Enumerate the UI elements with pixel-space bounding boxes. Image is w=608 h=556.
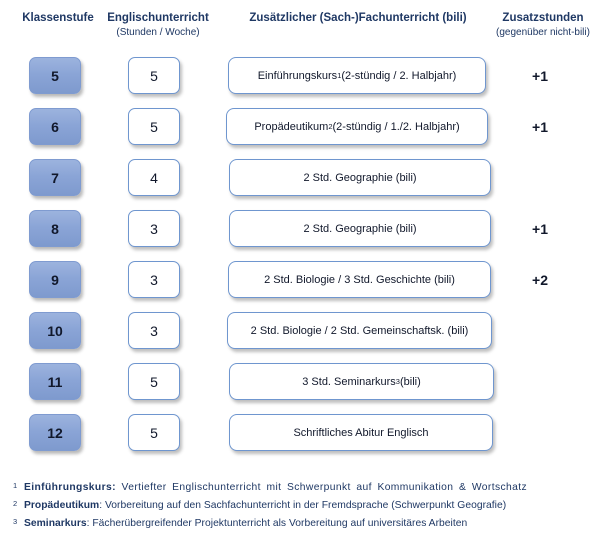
bonus-hours-value: +1	[532, 67, 548, 84]
column-header-grade-title: Klassenstufe	[22, 12, 94, 24]
column-header-english	[98, 11, 218, 40]
curriculum-row	[0, 154, 608, 205]
bonus-hours-value: +1	[532, 220, 548, 237]
subject-box: 3 Std. Seminarkurs 3 (bili)	[229, 363, 494, 400]
grade-level-chip: 10	[29, 312, 81, 349]
subject-box	[227, 312, 492, 349]
english-hours-chip: 5	[128, 57, 180, 94]
footnote-text: : Vorbereitung auf den Sachfachunterricht in der Fremdsprache (Schwerpunkt Geografie)	[99, 500, 507, 511]
footnote-term: Einführungskurs:	[24, 482, 116, 493]
column-header-grade	[4, 11, 112, 25]
english-hours-chip: 4	[128, 159, 180, 196]
curriculum-row	[0, 256, 608, 307]
subject-text-suffix: (bili)	[399, 375, 421, 388]
column-header-row	[0, 0, 608, 52]
subject-text: 2 Std. Geographie (bili)	[303, 222, 417, 235]
grade-level-chip: 7	[29, 159, 81, 196]
subject-text-suffix: (2-stündig / 2. Halbjahr)	[341, 69, 457, 82]
footnote-term: Propädeutikum	[24, 500, 100, 511]
subject-text: 2 Std. Geographie (bili)	[303, 171, 417, 184]
curriculum-row	[0, 358, 608, 409]
curriculum-row	[0, 307, 608, 358]
subject-box: Propädeutikum 2 (2-stündig / 1./2. Halbjahr)	[226, 108, 488, 145]
column-header-subject-title: Zusätzlicher (Sach-)Fachunterricht (bili)	[249, 12, 467, 24]
footnote-marker: 2	[13, 499, 18, 508]
bonus-hours-value	[498, 159, 582, 196]
curriculum-row	[0, 52, 608, 103]
subject-text: Schriftliches Abitur Englisch	[293, 426, 429, 439]
footnote	[0, 517, 608, 534]
grade-level-chip: 9	[29, 261, 81, 298]
footnotes-section	[0, 481, 608, 535]
footnote-text: : Fächerübergreifender Projektunterricht als Vorbereitung auf universitäres Arbeiten	[86, 518, 468, 529]
bonus-hours-value	[498, 414, 582, 451]
subject-text: Einführungskurs	[257, 69, 338, 82]
footnote	[0, 499, 608, 516]
subject-text-suffix: (2-stündig / 1./2. Halbjahr)	[332, 120, 460, 133]
subject-box: Einführungskurs 1 (2-stündig / 2. Halbjahr)	[228, 57, 486, 94]
grade-level-chip: 11	[29, 363, 81, 400]
footnote-term: Seminarkurs	[24, 518, 87, 529]
english-hours-chip: 5	[128, 414, 180, 451]
subject-text: Propädeutikum	[254, 120, 329, 133]
footnote-marker: 1	[13, 481, 18, 490]
grade-level-chip: 12	[29, 414, 81, 451]
bonus-hours-value	[498, 363, 582, 400]
english-hours-chip: 3	[128, 210, 180, 247]
column-header-bonus-title: Zusatzstunden	[502, 12, 584, 24]
grade-level-chip: 5	[29, 57, 81, 94]
grade-level-chip: 6	[29, 108, 81, 145]
footnote-text: Vertiefter Englischunterricht mit Schwerpunkt auf Kommunikation & Wortschatz	[115, 482, 527, 493]
footnote-marker: 3	[13, 517, 18, 526]
english-hours-chip: 3	[128, 312, 180, 349]
subject-box	[229, 159, 491, 196]
grade-level-chip: 8	[29, 210, 81, 247]
english-hours-chip: 3	[128, 261, 180, 298]
column-header-english-subtitle: (Stunden / Woche)	[116, 27, 200, 39]
subject-text: 3 Std. Seminarkurs	[302, 375, 396, 388]
subject-box	[229, 210, 491, 247]
subject-text: 2 Std. Biologie / 3 Std. Geschichte (bili)	[264, 273, 455, 286]
bonus-hours-value	[498, 312, 582, 349]
curriculum-rows	[0, 52, 608, 460]
curriculum-row	[0, 205, 608, 256]
column-header-subject	[218, 11, 498, 25]
column-header-english-title: Englischunterricht	[107, 12, 209, 24]
subject-box	[229, 414, 493, 451]
footnote	[0, 481, 608, 498]
subject-box	[228, 261, 491, 298]
bonus-hours-value: +2	[532, 271, 548, 288]
english-hours-chip: 5	[128, 363, 180, 400]
curriculum-row	[0, 409, 608, 460]
bonus-hours-value: +1	[532, 118, 548, 135]
column-header-bonus	[480, 11, 606, 40]
subject-text: 2 Std. Biologie / 2 Std. Gemeinschaftsk. (bili)	[250, 324, 469, 337]
column-header-bonus-subtitle: (gegenüber nicht-bili)	[496, 27, 590, 39]
english-hours-chip: 5	[128, 108, 180, 145]
curriculum-row	[0, 103, 608, 154]
